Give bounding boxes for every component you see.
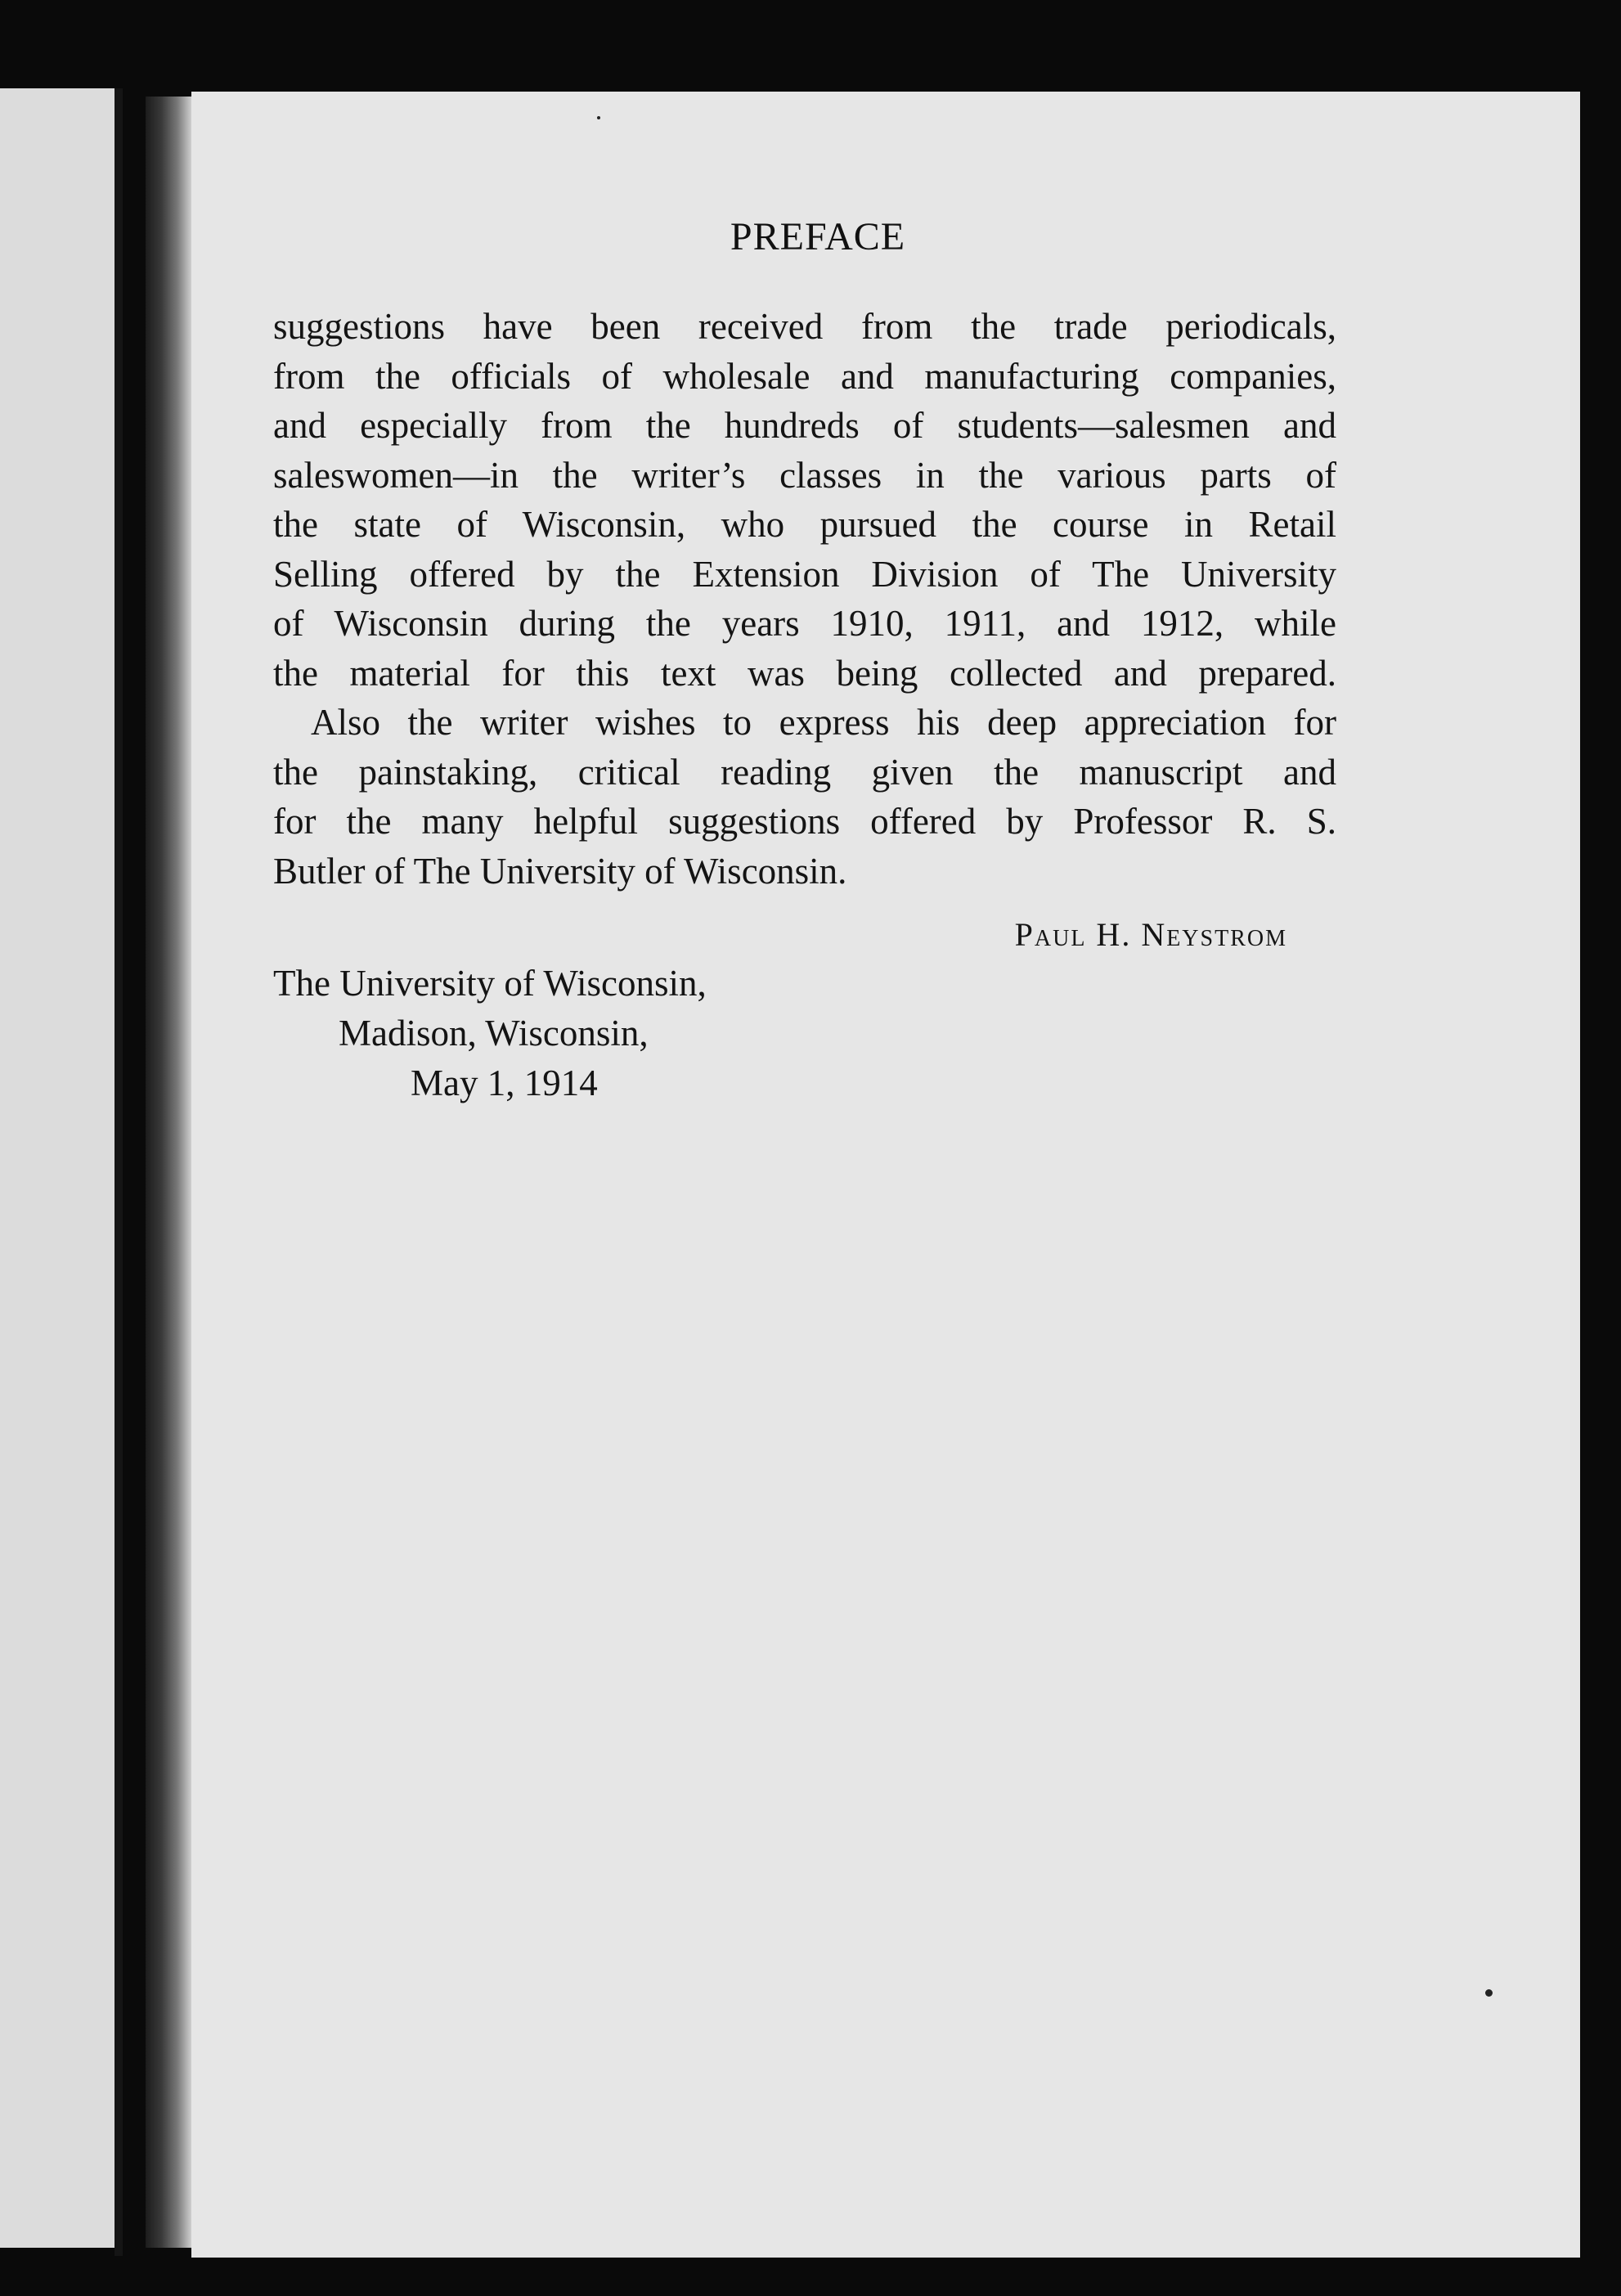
text-line: suggestions have been received from the trade periodicals,: [273, 306, 1336, 347]
text-line: for the many helpful suggestions offered by Professor R. S.: [273, 801, 1336, 842]
paragraph-2: [273, 698, 1336, 896]
place-line-institution: The University of Wisconsin,: [273, 963, 707, 1004]
author-signature: Paul H. Neystrom: [1014, 916, 1287, 953]
date-line: May 1, 1914: [411, 1063, 598, 1103]
text-line: the state of Wisconsin, who pursued the course in Retail: [273, 504, 1336, 545]
book-page: [191, 92, 1580, 2258]
text-line: the painstaking, critical reading given the manuscript and: [273, 751, 1336, 793]
place-and-date: [273, 959, 1336, 1108]
binding-gutter-shadow: [146, 97, 191, 2248]
running-head: PREFACE: [730, 215, 906, 258]
scan-speck: [597, 116, 600, 119]
text-line: Selling offered by the Extension Division of The University: [273, 553, 1336, 595]
paragraph-1: [273, 302, 1336, 698]
left-page-edge: [0, 88, 115, 2248]
text-line: from the officials of wholesale and manufacturing companies,: [273, 355, 1336, 397]
place-line-city: Madison, Wisconsin,: [339, 1013, 649, 1054]
text-line: Also the writer wishes to express his deep appreciation for: [311, 702, 1336, 743]
gutter-line: [115, 88, 123, 2256]
scan-speck: [1485, 1989, 1493, 1997]
text-line: and especially from the hundreds of students—salesmen and: [273, 405, 1336, 446]
text-line: of Wisconsin during the years 1910, 1911, and 1912, while: [273, 603, 1336, 644]
text-line: saleswomen—in the writer’s classes in the various parts of: [273, 454, 1336, 496]
text-line: the material for this text was being collected and prepared.: [273, 652, 1336, 694]
text-line: Butler of The University of Wisconsin.: [273, 850, 847, 892]
page-content: [273, 214, 1336, 1108]
